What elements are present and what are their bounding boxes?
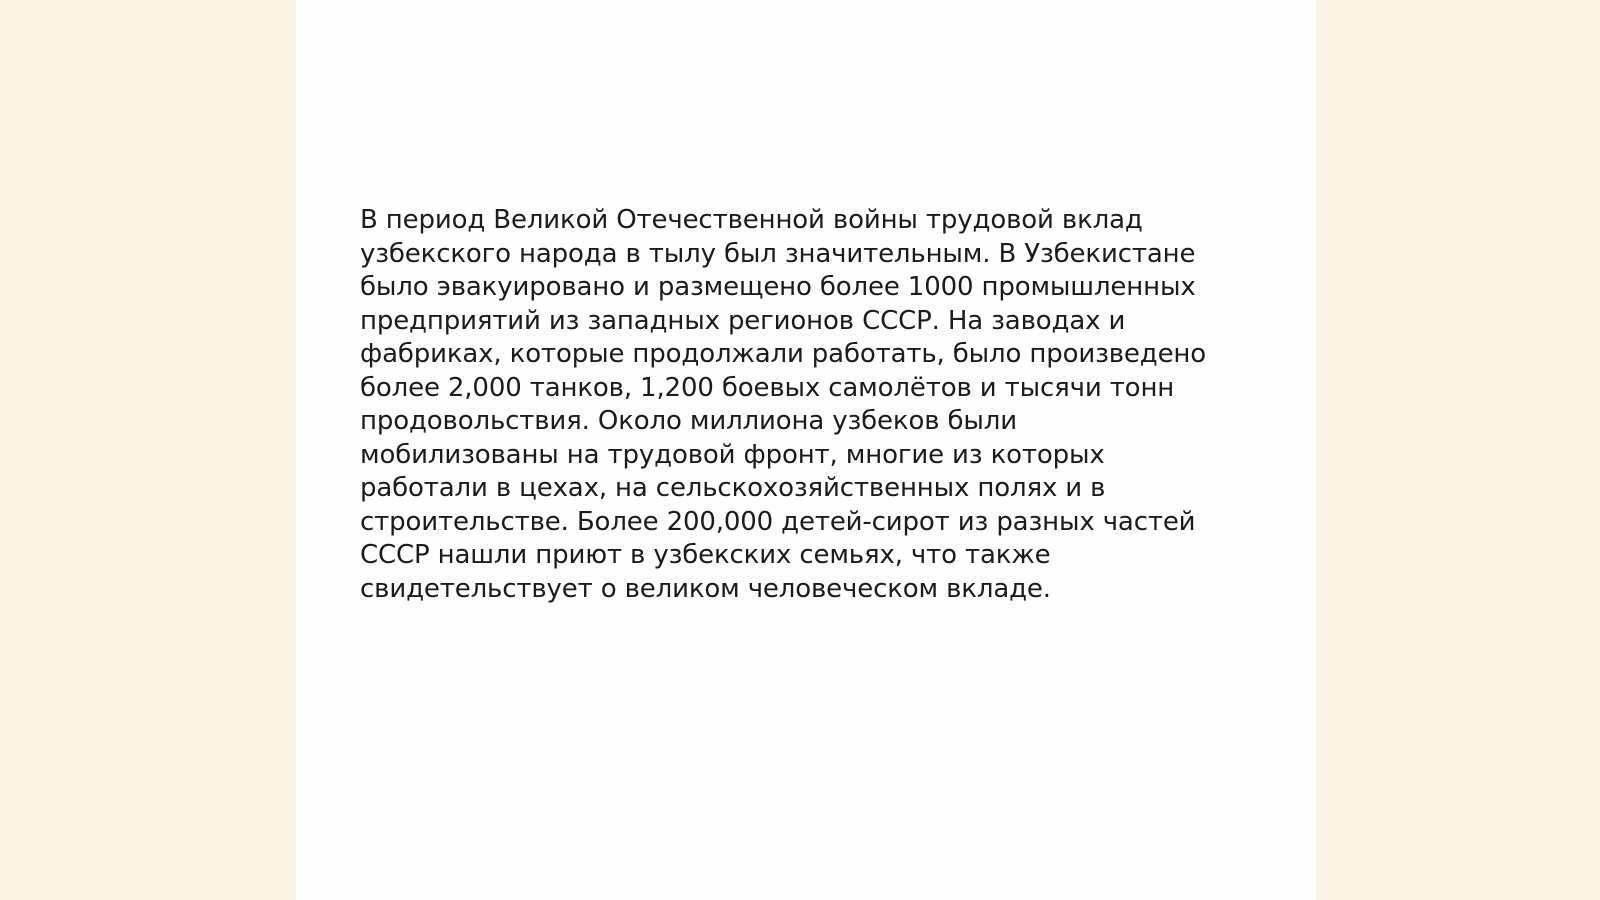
text-line: фабриках, которые продолжали работать, было произведено: [360, 339, 1207, 369]
slide-body-text: [360, 204, 1240, 606]
right-background-panel: [1316, 0, 1600, 900]
text-line: работали в цехах, на сельскохозяйственных полях и в: [360, 473, 1106, 503]
text-line: В период Великой Отечественной войны трудовой вклад: [360, 205, 1143, 235]
text-line: мобилизованы на трудовой фронт, многие из которых: [360, 439, 1105, 470]
text-line: более 2,000 танков, 1,200 боевых самолётов и тысячи тонн: [360, 372, 1175, 403]
text-line: СССР нашли приют в узбекских семьях, что также: [360, 540, 1051, 570]
text-line: продовольствия. Около миллиона узбеков были: [360, 406, 1017, 436]
slide-page: [296, 0, 1316, 900]
left-background-panel: [0, 0, 296, 900]
text-line: узбекского народа в тылу был значительным. В Узбекистане: [360, 238, 1196, 269]
text-line: предприятий из западных регионов СССР. На заводах и: [360, 305, 1126, 336]
text-line: строительстве. Более 200,000 детей-сирот из разных частей: [360, 506, 1196, 537]
text-line: было эвакуировано и размещено более 1000 промышленных: [360, 272, 1196, 302]
text-line: свидетельствует о великом человеческом вкладе.: [360, 573, 1051, 604]
